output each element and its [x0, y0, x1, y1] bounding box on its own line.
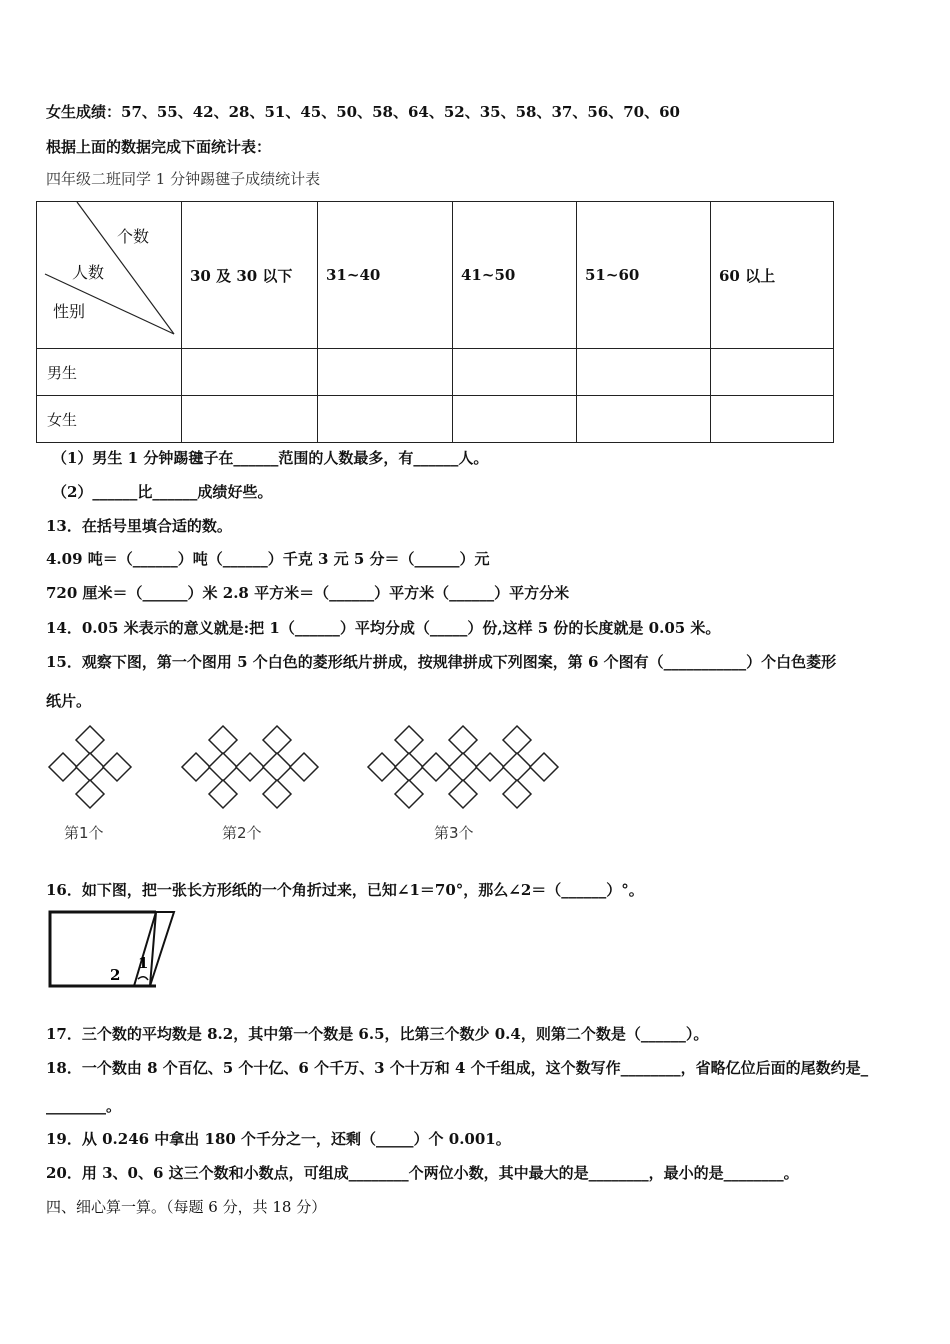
pattern-2	[182, 726, 318, 808]
column-header: 51~60	[577, 202, 711, 349]
q16: 16．如下图，把一张长方形纸的一个角折过来，已知∠1＝70°，那么∠2＝（______）°。	[46, 881, 644, 899]
stats-table	[36, 201, 834, 443]
q13-line1: 4.09 吨＝（______）吨（______）千克 3 元 5 分＝（______）元	[46, 550, 490, 568]
girls-scores: 女生成绩：57、55、42、28、51、45、50、58、64、52、35、58、37、56、70、60	[46, 103, 680, 121]
diagonal-header-cell	[37, 202, 182, 349]
q14: 14．0.05 米表示的意义就是:把 1（______）平均分成（_____）份,这样 5 份的长度就是 0.05 米。	[46, 619, 721, 637]
section-4-heading: 四、细心算一算。（每题 6 分，共 18 分）	[46, 1198, 327, 1216]
column-header: 31~40	[318, 202, 453, 349]
q18-line1: 18．一个数由 8 个百亿、5 个十亿、6 个千万、3 个十万和 4 个千组成，这个数写作________，省略亿位后面的尾数约是_	[46, 1059, 869, 1077]
table-cell[interactable]	[711, 349, 834, 396]
table-cell[interactable]	[577, 396, 711, 443]
row-label: 女生	[37, 396, 182, 443]
pattern-1	[49, 726, 131, 808]
column-header: 30 及 30 以下	[182, 202, 318, 349]
table-row-girls	[37, 396, 834, 443]
table-cell[interactable]	[318, 396, 453, 443]
instruction: 根据上面的数据完成下面统计表：	[46, 138, 272, 156]
corner-label-gender: 性别	[53, 302, 86, 321]
corner-label-count: 个数	[117, 227, 150, 246]
table-cell[interactable]	[577, 349, 711, 396]
column-header: 41~50	[453, 202, 577, 349]
corner-label-people: 人数	[72, 263, 105, 282]
pattern-3	[368, 726, 558, 808]
table-caption: 四年级二班同学 1 分钟踢毽子成绩统计表	[46, 170, 321, 188]
table-cell[interactable]	[182, 349, 318, 396]
q20: 20．用 3、0、6 这三个数和小数点，可组成________个两位小数，其中最大的是________，最小的是________。	[46, 1164, 799, 1182]
column-header: 60 以上	[711, 202, 834, 349]
table-cell[interactable]	[318, 349, 453, 396]
table-cell[interactable]	[711, 396, 834, 443]
q19: 19．从 0.246 中拿出 180 个千分之一，还剩（_____）个 0.001。	[46, 1130, 511, 1148]
q13-title: 13．在括号里填合适的数。	[46, 517, 232, 535]
diagonal-lines	[37, 202, 182, 348]
folded-paper-figure	[46, 908, 186, 992]
row-label: 男生	[37, 349, 182, 396]
table-row-boys	[37, 349, 834, 396]
angle-label-1: 1	[138, 954, 149, 972]
table-header-row	[37, 202, 834, 349]
table-cell[interactable]	[182, 396, 318, 443]
pattern-caption-1: 第1个	[64, 824, 104, 842]
angle-label-2: 2	[110, 966, 121, 984]
rhombus-patterns	[40, 720, 580, 815]
table-cell[interactable]	[453, 396, 577, 443]
pattern-caption-2: 第2个	[222, 824, 262, 842]
q15-line2: 纸片。	[46, 692, 92, 710]
q12-part1: （1）男生 1 分钟踢毽子在______范围的人数最多，有______人。	[52, 449, 489, 467]
pattern-caption-3: 第3个	[434, 824, 474, 842]
q17: 17．三个数的平均数是 8.2，其中第一个数是 6.5，比第三个数少 0.4，则第二个数是（______）。	[46, 1025, 709, 1043]
q18-line2: ________。	[46, 1097, 122, 1115]
q13-line2: 720 厘米＝（______）米 2.8 平方米＝（______）平方米（______）平方分米	[46, 584, 570, 602]
q15-line1: 15．观察下图，第一个图用 5 个白色的菱形纸片拼成，按规律拼成下列图案，第 6 个图有（___________）个白色菱形	[46, 653, 837, 671]
q12-part2: （2）______比______成绩好些。	[52, 483, 273, 501]
table-cell[interactable]	[453, 349, 577, 396]
